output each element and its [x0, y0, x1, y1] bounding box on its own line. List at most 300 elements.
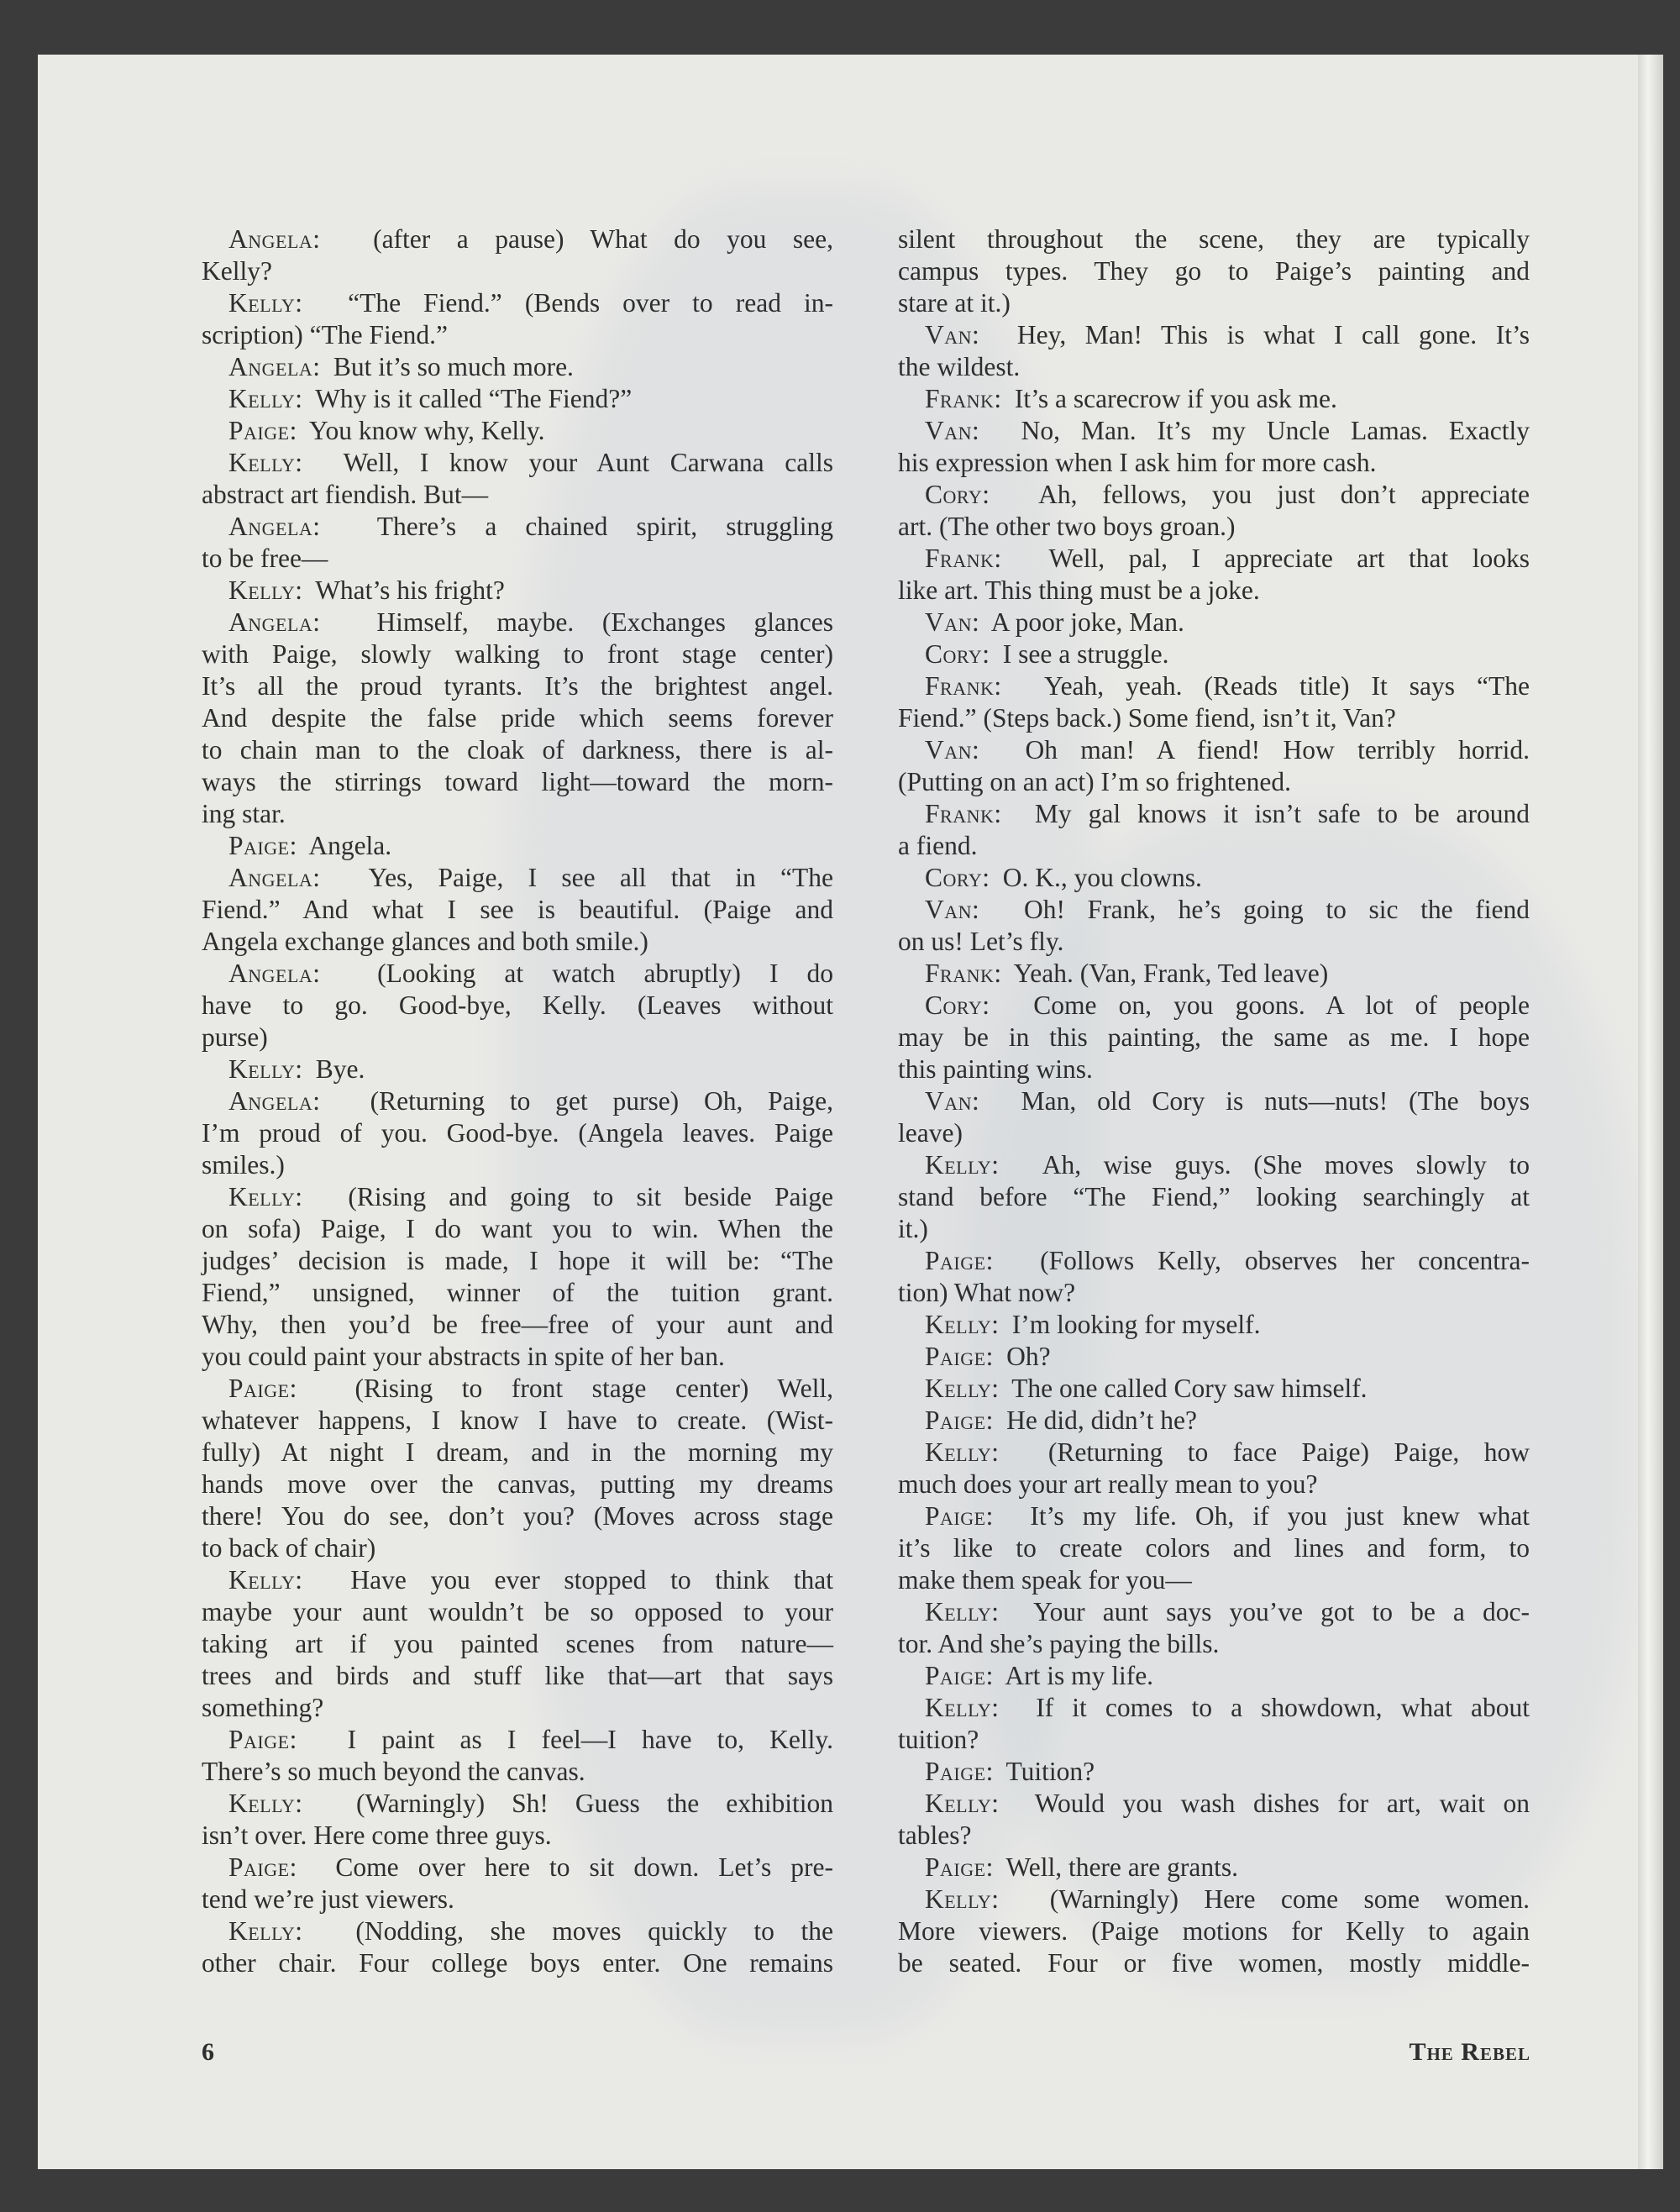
text-line	[202, 543, 833, 575]
text-line: Frank: Yeah. (Van, Frank, Ted leave)	[925, 959, 1329, 988]
dialogue-paragraph	[898, 319, 1530, 383]
dialogue-paragraph	[898, 415, 1530, 479]
speaker-name: Kelly	[925, 1597, 992, 1626]
text-line	[202, 1947, 833, 1979]
text-line: Kelly: (Rising and going to sit beside Paige	[228, 1182, 833, 1211]
dialogue-paragraph	[202, 287, 833, 351]
line-text: (Warningly) Sh! Guess the exhibition	[355, 1789, 833, 1818]
dialogue-paragraph	[202, 575, 833, 607]
line-text: Come over here to sit down. Let’s pre-	[335, 1852, 833, 1882]
text-line: Cory: Ah, fellows, you just don’t appreciate	[925, 480, 1530, 509]
dialogue-paragraph	[202, 1085, 833, 1181]
text-line	[898, 255, 1530, 287]
line-text: Why, then you’d be free—free of your aunt and	[202, 1310, 833, 1339]
line-text: tables?	[898, 1821, 972, 1850]
dialogue-paragraph	[898, 1085, 1530, 1149]
dialogue-paragraph	[898, 670, 1530, 734]
line-text: this painting wins.	[898, 1054, 1093, 1084]
speaker-name: Van	[925, 607, 973, 637]
line-text: Yeah. (Van, Frank, Ted leave)	[1013, 959, 1329, 988]
dialogue-paragraph	[898, 1309, 1530, 1341]
line-text: judges’ decision is made, I hope it will be: “The	[202, 1246, 833, 1275]
speaker-name: Frank	[925, 671, 995, 701]
text-line: Van: Hey, Man! This is what I call gone. It’s	[925, 320, 1530, 349]
text-line	[202, 926, 833, 958]
dialogue-paragraph	[202, 1788, 833, 1852]
line-text: to chain man to the cloak of darkness, there is al-	[202, 735, 833, 764]
line-text: Bye.	[315, 1054, 365, 1084]
speaker-name: Angela	[228, 863, 313, 892]
line-text: Yeah, yeah. (Reads title) It says “The	[1043, 671, 1530, 701]
dialogue-paragraph	[898, 1373, 1530, 1405]
dialogue-paragraph	[898, 1500, 1530, 1596]
text-line	[898, 1915, 1530, 1947]
speaker-name: Kelly	[925, 1437, 992, 1467]
text-line: Kelly: (Returning to face Paige) Paige, how	[925, 1437, 1530, 1467]
dialogue-paragraph	[898, 1341, 1530, 1373]
line-text: whatever happens, I know I have to create. (Wist-	[202, 1405, 833, 1435]
line-text: Well, I know your Aunt Carwana calls	[343, 448, 833, 477]
dialogue-paragraph	[898, 990, 1530, 1085]
line-text: maybe your aunt wouldn’t be so opposed to your	[202, 1597, 833, 1626]
text-line: Paige: (Follows Kelly, observes her concentra-	[925, 1246, 1530, 1275]
text-line: Paige: Well, there are grants.	[925, 1852, 1238, 1882]
line-text: stare at it.)	[898, 288, 1011, 318]
speaker-name: Paige	[925, 1661, 986, 1690]
speaker-name: Kelly	[228, 448, 296, 477]
line-text: it’s like to create colors and lines and form, to	[898, 1533, 1530, 1563]
dialogue-paragraph	[202, 1564, 833, 1724]
dialogue-paragraph	[898, 1596, 1530, 1660]
line-text: (Returning to face Paige) Paige, how	[1047, 1437, 1530, 1467]
line-text: Man, old Cory is nuts—nuts! (The boys	[1021, 1086, 1530, 1116]
dialogue-paragraph	[898, 1660, 1530, 1692]
line-text: And despite the false pride which seems forever	[202, 703, 833, 733]
text-line	[202, 1500, 833, 1532]
line-text: art. (The other two boys groan.)	[898, 512, 1236, 541]
text-line	[202, 1022, 833, 1053]
magazine-title: The Rebel	[1409, 2038, 1530, 2066]
speaker-name: Van	[925, 320, 973, 349]
text-line: Van: Oh man! A fiend! How terribly horrid.	[925, 735, 1530, 764]
text-line: Angela: (after a pause) What do you see,	[228, 224, 833, 254]
text-line	[898, 1213, 1530, 1245]
line-text: My gal knows it isn’t safe to be around	[1034, 799, 1530, 828]
text-line	[898, 830, 1530, 862]
line-text: What’s his fright?	[315, 575, 505, 605]
line-text: There’s so much beyond the canvas.	[202, 1757, 585, 1786]
speaker-name: Kelly	[925, 1374, 992, 1403]
text-line: Paige: You know why, Kelly.	[228, 416, 545, 445]
dialogue-paragraph	[202, 351, 833, 383]
line-text: tion) What now?	[898, 1278, 1076, 1307]
line-text: Yes, Paige, I see all that in “The	[368, 863, 833, 892]
speaker-name: Kelly	[228, 575, 296, 605]
line-text: ing star.	[202, 799, 286, 828]
speaker-name: Kelly	[228, 1789, 296, 1818]
line-text: much does your art really mean to you?	[898, 1469, 1318, 1499]
line-text: silent throughout the scene, they are typically	[898, 224, 1530, 254]
text-line: Angela: Himself, maybe. (Exchanges glances	[228, 607, 833, 637]
text-line: Van: Oh! Frank, he’s going to sic the fiend	[925, 895, 1530, 924]
dialogue-paragraph	[898, 1245, 1530, 1309]
dialogue-paragraph	[202, 383, 833, 415]
dialogue-paragraph	[898, 894, 1530, 958]
line-text: (Nodding, she moves quickly to the	[355, 1916, 833, 1946]
text-line	[898, 511, 1530, 543]
text-line: Kelly: What’s his fright?	[228, 575, 505, 605]
text-line: Angela: There’s a chained spirit, struggling	[228, 512, 833, 541]
dialogue-paragraph	[898, 1149, 1530, 1245]
speaker-name: Kelly	[228, 1565, 296, 1595]
text-line	[202, 1277, 833, 1309]
line-text: with Paige, slowly walking to front stage center)	[202, 639, 833, 669]
text-line	[202, 670, 833, 702]
dialogue-paragraph	[898, 607, 1530, 638]
speaker-name: Paige	[925, 1852, 986, 1882]
line-text: I’m looking for myself.	[1011, 1310, 1261, 1339]
line-text: Hey, Man! This is what I call gone. It’s	[1016, 320, 1530, 349]
speaker-name: Paige	[925, 1246, 986, 1275]
dialogue-paragraph	[898, 479, 1530, 543]
text-line	[202, 894, 833, 926]
dialogue-paragraph	[202, 415, 833, 447]
text-line	[898, 1532, 1530, 1564]
line-text: Oh?	[1006, 1342, 1051, 1371]
line-text: on sofa) Paige, I do want you to win. When the	[202, 1214, 833, 1243]
speaker-name: Angela	[228, 607, 313, 637]
text-line	[202, 1405, 833, 1437]
line-text: make them speak for you—	[898, 1565, 1192, 1595]
text-line: Kelly: (Warningly) Here come some women.	[925, 1884, 1530, 1914]
line-text: to back of chair)	[202, 1533, 376, 1563]
line-text: It’s all the proud tyrants. It’s the brightest angel.	[202, 671, 833, 701]
text-line: Van: Man, old Cory is nuts—nuts! (The boys	[925, 1086, 1530, 1116]
line-text: there! You do see, don’t you? (Moves across stage	[202, 1501, 833, 1531]
text-line: Kelly: Well, I know your Aunt Carwana calls	[228, 448, 833, 477]
line-text: be seated. Four or five women, mostly middle-	[898, 1948, 1530, 1978]
dialogue-paragraph	[898, 798, 1530, 862]
line-text: Angela.	[308, 831, 392, 860]
text-line: Kelly: Bye.	[228, 1054, 365, 1084]
speaker-name: Van	[925, 895, 973, 924]
text-line: Kelly: Would you wash dishes for art, wait on	[925, 1789, 1530, 1818]
speaker-name: Van	[925, 735, 973, 764]
text-line	[202, 1341, 833, 1373]
speaker-name: Kelly	[228, 1182, 296, 1211]
line-text: stand before “The Fiend,” looking searchingly at	[898, 1182, 1530, 1211]
line-text: tuition?	[898, 1725, 979, 1754]
text-line: Frank: Yeah, yeah. (Reads title) It says “The	[925, 671, 1530, 701]
line-text: If it comes to a showdown, what about	[1036, 1693, 1530, 1722]
text-line	[202, 766, 833, 798]
speaker-name: Paige	[925, 1405, 986, 1435]
page-fold	[1638, 55, 1663, 2169]
dialogue-paragraph	[898, 223, 1530, 319]
text-line: Angela: But it’s so much more.	[228, 352, 574, 381]
dialogue-paragraph	[898, 734, 1530, 798]
speaker-name: Kelly	[228, 384, 296, 413]
text-line: Paige: Angela.	[228, 831, 392, 860]
left-text-column	[202, 223, 833, 1979]
line-text: campus types. They go to Paige’s painting and	[898, 256, 1530, 286]
speaker-name: Angela	[228, 512, 313, 541]
dialogue-paragraph	[202, 830, 833, 862]
line-text: “The Fiend.” (Bends over to read in-	[348, 288, 833, 318]
line-text: it.)	[898, 1214, 928, 1243]
speaker-name: Kelly	[925, 1693, 992, 1722]
dialogue-paragraph	[202, 447, 833, 511]
line-text: other chair. Four college boys enter. One remains	[202, 1948, 833, 1978]
speaker-name: Cory	[925, 990, 983, 1020]
text-line	[898, 351, 1530, 383]
line-text: A poor joke, Man.	[990, 607, 1184, 637]
speaker-name: Paige	[925, 1501, 986, 1531]
text-line	[898, 1277, 1530, 1309]
line-text: (Follows Kelly, observes her concentra-	[1040, 1246, 1530, 1275]
dialogue-paragraph	[898, 958, 1530, 990]
line-text: Fiend.” (Steps back.) Some fiend, isn’t it, Van?	[898, 703, 1396, 733]
text-line: Angela: Yes, Paige, I see all that in “The	[228, 863, 833, 892]
text-line: Paige: It’s my life. Oh, if you just knew what	[925, 1501, 1530, 1531]
text-line	[898, 287, 1530, 319]
dialogue-paragraph	[202, 511, 833, 575]
text-line	[202, 479, 833, 511]
dialogue-paragraph	[202, 1852, 833, 1915]
line-text: may be in this painting, the same as me. I hope	[898, 1022, 1530, 1052]
speaker-name: Paige	[925, 1757, 986, 1786]
speaker-name: Paige	[228, 1374, 290, 1403]
speaker-name: Cory	[925, 863, 983, 892]
text-line	[202, 1437, 833, 1469]
line-text: Himself, maybe. (Exchanges glances	[376, 607, 833, 637]
line-text: like art. This thing must be a joke.	[898, 575, 1260, 605]
speaker-name: Kelly	[228, 1054, 296, 1084]
line-text: You know why, Kelly.	[308, 416, 545, 445]
dialogue-paragraph	[202, 223, 833, 287]
text-line: Paige: He did, didn’t he?	[925, 1405, 1197, 1435]
line-text: (Rising and going to sit beside Paige	[348, 1182, 833, 1211]
text-line	[202, 638, 833, 670]
text-line	[898, 1947, 1530, 1979]
line-text: (Returning to get purse) Oh, Paige,	[370, 1086, 833, 1116]
text-line: Paige: (Rising to front stage center) Well,	[228, 1374, 833, 1403]
text-line: Frank: Well, pal, I appreciate art that looks	[925, 544, 1530, 573]
line-text: (after a pause) What do you see,	[373, 224, 833, 254]
speaker-name: Kelly	[925, 1150, 992, 1180]
line-text: (Rising to front stage center) Well,	[354, 1374, 833, 1403]
line-text: a fiend.	[898, 831, 978, 860]
line-text: you could paint your abstracts in spite of her ban.	[202, 1342, 725, 1371]
dialogue-paragraph	[202, 1373, 833, 1564]
line-text: abstract art fiendish. But—	[202, 480, 489, 509]
line-text: Have you ever stopped to think that	[350, 1565, 833, 1595]
speaker-name: Frank	[925, 384, 995, 413]
text-line: Paige: Come over here to sit down. Let’s pre-	[228, 1852, 833, 1882]
speaker-name: Angela	[228, 959, 313, 988]
text-line: Angela: (Returning to get purse) Oh, Paige,	[228, 1086, 833, 1116]
text-line	[898, 447, 1530, 479]
text-line: Cory: Come on, you goons. A lot of people	[925, 990, 1530, 1020]
line-text: taking art if you painted scenes from nature—	[202, 1629, 833, 1658]
text-line: Kelly: Have you ever stopped to think that	[228, 1565, 833, 1595]
line-text: Oh! Frank, he’s going to sic the fiend	[1024, 895, 1530, 924]
dialogue-paragraph	[898, 383, 1530, 415]
speaker-name: Frank	[925, 959, 995, 988]
line-text: Fiend.” And what I see is beautiful. (Paige and	[202, 895, 833, 924]
text-line	[202, 1756, 833, 1788]
text-line	[202, 1149, 833, 1181]
line-text: Angela exchange glances and both smile.)	[202, 927, 648, 956]
text-line	[202, 1532, 833, 1564]
speaker-name: Angela	[228, 224, 313, 254]
speaker-name: Van	[925, 1086, 973, 1116]
line-text: (Putting on an act) I’m so frightened.	[898, 767, 1292, 796]
line-text: (Warningly) Here come some women.	[1049, 1884, 1530, 1914]
speaker-name: Paige	[925, 1342, 986, 1371]
text-line	[202, 1884, 833, 1915]
page-number: 6	[202, 2038, 214, 2066]
text-line: Paige: Art is my life.	[925, 1661, 1154, 1690]
dialogue-paragraph	[898, 638, 1530, 670]
speaker-name: Paige	[228, 416, 290, 445]
speaker-name: Angela	[228, 1086, 313, 1116]
text-line: Paige: I paint as I feel—I have to, Kelly.	[228, 1725, 833, 1754]
text-line: Paige: Oh?	[925, 1342, 1051, 1371]
line-text: Art is my life.	[1005, 1661, 1154, 1690]
speaker-name: Kelly	[228, 1916, 296, 1946]
dialogue-paragraph	[898, 1756, 1530, 1788]
line-text: leave)	[898, 1118, 963, 1148]
text-line	[898, 1469, 1530, 1500]
text-line: Kelly: Why is it called “The Fiend?”	[228, 384, 633, 413]
line-text: Well, there are grants.	[1005, 1852, 1238, 1882]
text-line: Kelly: Your aunt says you’ve got to be a doc-	[925, 1597, 1530, 1626]
line-text: There’s a chained spirit, struggling	[376, 512, 833, 541]
text-line: Kelly: (Warningly) Sh! Guess the exhibition	[228, 1789, 833, 1818]
text-line	[202, 255, 833, 287]
line-text: Kelly?	[202, 256, 272, 286]
text-line	[202, 1213, 833, 1245]
text-line	[202, 1117, 833, 1149]
text-line: Frank: It’s a scarecrow if you ask me.	[925, 384, 1337, 413]
speaker-name: Van	[925, 416, 973, 445]
text-line	[898, 702, 1530, 734]
line-text: smiles.)	[202, 1150, 285, 1180]
line-text: Tuition?	[1005, 1757, 1095, 1786]
line-text: (Looking at watch abruptly) I do	[377, 959, 833, 988]
text-line: Angela: (Looking at watch abruptly) I do	[228, 959, 833, 988]
line-text: He did, didn’t he?	[1006, 1405, 1197, 1435]
line-text: I’m proud of you. Good-bye. (Angela leaves. Paige	[202, 1118, 833, 1148]
text-line	[202, 1309, 833, 1341]
line-text: No, Man. It’s my Uncle Lamas. Exactly	[1021, 416, 1530, 445]
text-line: Paige: Tuition?	[925, 1757, 1095, 1786]
text-line	[202, 702, 833, 734]
line-text: purse)	[202, 1022, 268, 1052]
line-text: the wildest.	[898, 352, 1021, 381]
speaker-name: Paige	[228, 831, 290, 860]
line-text: fully) At night I dream, and in the morning my	[202, 1437, 833, 1467]
text-line	[898, 766, 1530, 798]
text-line	[202, 734, 833, 766]
text-line: Kelly: The one called Cory saw himself.	[925, 1374, 1368, 1403]
dialogue-paragraph	[202, 1053, 833, 1085]
line-text: tend we’re just viewers.	[202, 1884, 454, 1914]
text-line	[202, 1820, 833, 1852]
dialogue-paragraph	[202, 1915, 833, 1979]
text-line: Kelly: Ah, wise guys. (She moves slowly to	[925, 1150, 1530, 1180]
text-line	[202, 798, 833, 830]
text-line: Van: No, Man. It’s my Uncle Lamas. Exactly	[925, 416, 1530, 445]
line-text: It’s a scarecrow if you ask me.	[1014, 384, 1337, 413]
line-text: ways the stirrings toward light—toward the morn-	[202, 767, 833, 796]
line-text: But it’s so much more.	[333, 352, 574, 381]
text-line	[898, 1022, 1530, 1053]
text-line	[898, 1724, 1530, 1756]
text-line	[202, 1245, 833, 1277]
text-line: Cory: O. K., you clowns.	[925, 863, 1202, 892]
line-text: something?	[202, 1693, 324, 1722]
text-line	[898, 1820, 1530, 1852]
dialogue-paragraph	[898, 1788, 1530, 1852]
line-text: Ah, fellows, you just don’t appreciate	[1038, 480, 1530, 509]
line-text: Would you wash dishes for art, wait on	[1034, 1789, 1530, 1818]
line-text: O. K., you clowns.	[1002, 863, 1202, 892]
dialogue-paragraph	[898, 1405, 1530, 1437]
line-text: Well, pal, I appreciate art that looks	[1048, 544, 1530, 573]
line-text: Why is it called “The Fiend?”	[315, 384, 633, 413]
line-text: hands move over the canvas, putting my dreams	[202, 1469, 833, 1499]
text-line: Van: A poor joke, Man.	[925, 607, 1184, 637]
text-line	[202, 1596, 833, 1628]
line-text: Come on, you goons. A lot of people	[1033, 990, 1530, 1020]
dialogue-paragraph	[898, 543, 1530, 607]
right-text-column	[898, 223, 1530, 1979]
text-line	[898, 1053, 1530, 1085]
speaker-name: Cory	[925, 480, 983, 509]
dialogue-paragraph	[202, 862, 833, 958]
text-line	[898, 1181, 1530, 1213]
speaker-name: Paige	[228, 1725, 290, 1754]
dialogue-paragraph	[202, 1181, 833, 1373]
text-line: Kelly: “The Fiend.” (Bends over to read in-	[228, 288, 833, 318]
line-text: his expression when I ask him for more cash.	[898, 448, 1377, 477]
text-line	[202, 319, 833, 351]
text-line	[898, 1564, 1530, 1596]
dialogue-paragraph	[202, 1724, 833, 1788]
dialogue-paragraph	[898, 1437, 1530, 1500]
speaker-name: Kelly	[925, 1884, 992, 1914]
line-text: Your aunt says you’ve got to be a doc-	[1033, 1597, 1530, 1626]
text-line	[898, 1628, 1530, 1660]
line-text: to be free—	[202, 544, 328, 573]
dialogue-paragraph	[898, 1692, 1530, 1756]
line-text: have to go. Good-bye, Kelly. (Leaves without	[202, 990, 833, 1020]
text-line: Cory: I see a struggle.	[925, 639, 1169, 669]
line-text: tor. And she’s paying the bills.	[898, 1629, 1220, 1658]
text-line	[898, 223, 1530, 255]
speaker-name: Frank	[925, 544, 995, 573]
text-line	[898, 1117, 1530, 1149]
line-text: It’s my life. Oh, if you just knew what	[1030, 1501, 1530, 1531]
text-line	[202, 990, 833, 1022]
text-line: Kelly: I’m looking for myself.	[925, 1310, 1261, 1339]
dialogue-paragraph	[898, 862, 1530, 894]
line-text: More viewers. (Paige motions for Kelly to again	[898, 1916, 1530, 1946]
line-text: I paint as I feel—I have to, Kelly.	[347, 1725, 833, 1754]
line-text: on us! Let’s fly.	[898, 927, 1064, 956]
